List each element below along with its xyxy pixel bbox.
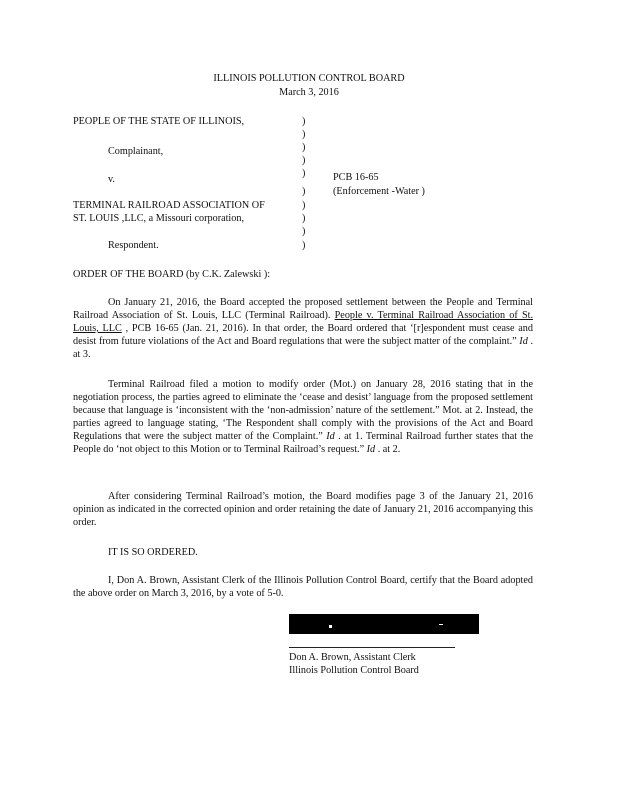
signer-name-title: Don A. Brown, Assistant Clerk — [289, 652, 416, 663]
id-citation: Id — [366, 444, 376, 455]
paragraph-1 — [73, 296, 533, 361]
caption-bracket: ) — [302, 142, 306, 153]
paragraph-2-text: . at 2. — [375, 444, 401, 455]
caption-bracket: ) — [302, 168, 306, 179]
caption-bracket: ) — [302, 116, 306, 127]
paragraph-2 — [73, 378, 533, 456]
certification-paragraph: I, Don A. Brown, Assistant Clerk of the Illinois Pollution Control Board, certify that the Board adopted the above order on March 3, 2016, by a vote of 5-0. — [73, 575, 533, 599]
caption-bracket: ) — [302, 186, 306, 197]
paragraph-1-text: , PCB 16-65 (Jan. 21, 2016). In that order, the Board ordered that ‘[r]espondent must cease and desist from future violations of the Act and Board regulations that were the subject matter of the complaint.” — [73, 323, 533, 347]
order-date: March 3, 2016 — [279, 87, 339, 98]
paragraph-3: After considering Terminal Railroad’s motion, the Board modifies page 3 of the January 21, 2016 opinion as indicated in the corrected opinion and order retaining the date of January 21, 2016 accompanying this order. — [73, 491, 533, 528]
respondent-name-line2: ST. LOUIS ,LLC, a Missouri corporation, — [73, 213, 244, 224]
id-citation: Id — [519, 336, 528, 347]
caption-bracket: ) — [302, 213, 306, 224]
petitioner-name: PEOPLE OF THE STATE OF ILLINOIS, — [73, 116, 245, 127]
caption-bracket: ) — [302, 155, 306, 166]
signature-line — [289, 647, 455, 648]
paragraph-1-text: . at 3. — [73, 336, 533, 360]
redacted-signature — [289, 614, 479, 634]
paragraph-2-text: . at 1. Terminal Railroad further states that the People do ‘not object to this Motion or to Terminal Railroad’s request.” — [73, 431, 533, 455]
so-ordered: IT IS SO ORDERED. — [108, 547, 198, 558]
caption-bracket: ) — [302, 129, 306, 140]
respondent-label: Respondent. — [108, 240, 159, 251]
redaction-speck — [439, 624, 443, 625]
case-number: PCB 16-65 — [333, 172, 379, 183]
caption-bracket: ) — [302, 200, 306, 211]
complainant-label: Complainant, — [108, 146, 164, 157]
order-heading: ORDER OF THE BOARD (by C.K. Zalewski ): — [73, 269, 271, 280]
paragraph-2-text: Terminal Railroad filed a motion to modify order (Mot.) on January 28, 2016 stating that in the negotiation process, the parties agreed to eliminate the ‘cease and desist’ language from the proposed settlement because that language is ‘inconsistent with the ‘non-admission’ nature of the settlement.” Mot. at 2. Instead, the parties agreed to language stating, ‘The Respondent shall comply with the provisions of the Act and Board Regulations that were the subject matter of the Complaint.” — [73, 379, 533, 442]
caption-bracket: ) — [302, 240, 306, 251]
agency-title: ILLINOIS POLLUTION CONTROL BOARD — [213, 73, 405, 84]
case-citation: People v. Terminal Railroad Association of St. Louis, LLC — [73, 310, 533, 334]
signer-organization: Illinois Pollution Control Board — [289, 665, 419, 676]
id-citation: Id — [326, 431, 335, 442]
paragraph-1-text: On January 21, 2016, the Board accepted the proposed settlement between the People and Terminal Railroad Association of St. Louis, LLC (Terminal Railroad). — [73, 297, 533, 321]
respondent-name-line1: TERMINAL RAILROAD ASSOCIATION OF — [73, 200, 265, 211]
caption-bracket: ) — [302, 226, 306, 237]
redaction-speck — [329, 625, 332, 628]
case-type: (Enforcement -Water ) — [333, 186, 425, 197]
versus-label: v. — [108, 174, 115, 185]
